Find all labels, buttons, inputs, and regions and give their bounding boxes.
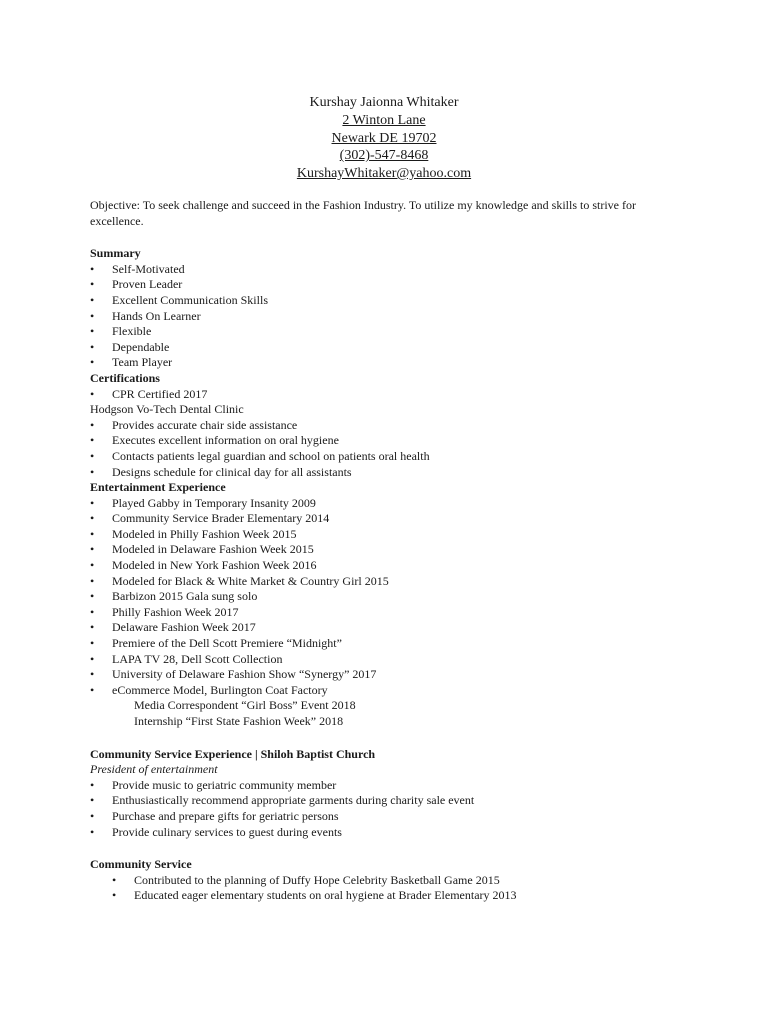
bullet-icon: • — [90, 777, 95, 792]
list-item: • Self-Motivated — [90, 261, 185, 276]
list-item: • Philly Fashion Week 2017 — [90, 604, 239, 619]
bullet-icon: • — [90, 667, 95, 682]
bullet-icon: • — [90, 261, 95, 276]
sub-item: Internship “First State Fashion Week” 2018 — [134, 714, 344, 728]
bullet-icon: • — [90, 542, 95, 557]
list-item: • Proven Leader — [90, 277, 183, 292]
list-item: • Premiere of the Dell Scott Premiere “Midnight” — [90, 636, 342, 651]
bullet-icon: • — [90, 573, 95, 588]
bullet-icon: • — [90, 448, 95, 463]
clinic-list — [90, 418, 690, 480]
bullet-icon: • — [90, 324, 95, 339]
bullet-icon: • — [90, 526, 95, 541]
list-item: • Community Service Brader Elementary 2014 — [90, 511, 330, 526]
list-item: • Designs schedule for clinical day for all assistants — [90, 464, 352, 479]
church-list — [90, 778, 690, 840]
contact-header — [0, 94, 768, 183]
bullet-icon: • — [90, 339, 95, 354]
bullet-icon: • — [90, 558, 95, 573]
bullet-icon: • — [90, 620, 95, 635]
sub-item: Media Correspondent “Girl Boss” Event 2018 — [134, 698, 356, 713]
list-item: • Provide music to geriatric community member — [90, 777, 337, 792]
list-item: • Educated eager elementary students on oral hygiene at Brader Elementary 2013 — [112, 888, 517, 903]
objective-text: Objective: To seek challenge and succeed in the Fashion Industry. To utilize my knowledge and skills to strive for excellence. — [90, 198, 636, 228]
summary-heading: Summary — [90, 246, 141, 261]
bullet-icon: • — [90, 651, 95, 666]
applicant-name: Kurshay Jaionna Whitaker — [309, 95, 459, 110]
list-item: • Enthusiastically recommend appropriate garments during charity sale event — [90, 793, 475, 808]
bullet-icon: • — [90, 292, 95, 307]
list-item: • Modeled in Philly Fashion Week 2015 — [90, 526, 297, 541]
bullet-icon: • — [112, 872, 117, 887]
bullet-icon: • — [90, 604, 95, 619]
community-heading: Community Service — [90, 857, 192, 872]
bullet-icon: • — [90, 386, 95, 401]
summary-list — [90, 262, 690, 371]
list-item: • Purchase and prepare gifts for geriatric persons — [90, 808, 339, 823]
list-item: • eCommerce Model, Burlington Coat Factory — [90, 682, 328, 697]
bullet-icon: • — [112, 888, 117, 903]
street-address: 2 Winton Lane — [342, 112, 426, 128]
bullet-icon: • — [90, 355, 95, 370]
email-link[interactable]: KurshayWhitaker@yahoo.com — [296, 166, 472, 182]
bullet-icon: • — [90, 464, 95, 479]
bullet-icon: • — [90, 808, 95, 823]
list-item: • Modeled for Black & White Market & Country Girl 2015 — [90, 573, 389, 588]
list-item: • Team Player — [90, 355, 173, 370]
list-item: • Barbizon 2015 Gala sung solo — [90, 589, 258, 604]
bullet-icon: • — [90, 824, 95, 839]
bullet-icon: • — [90, 417, 95, 432]
list-item: • Delaware Fashion Week 2017 — [90, 620, 256, 635]
list-item: • CPR Certified 2017 — [90, 386, 208, 401]
list-item: • Provide culinary services to guest during events — [90, 824, 342, 839]
list-item: • Modeled in New York Fashion Week 2016 — [90, 558, 317, 573]
list-item: • Played Gabby in Temporary Insanity 2009 — [90, 495, 316, 510]
bullet-icon: • — [90, 511, 95, 526]
bullet-icon: • — [90, 589, 95, 604]
bullet-icon: • — [90, 433, 95, 448]
city-state-zip: Newark DE 19702 — [331, 130, 437, 146]
list-item: • Dependable — [90, 339, 170, 354]
list-item: • Excellent Communication Skills — [90, 292, 268, 307]
bullet-icon: • — [90, 682, 95, 697]
resume-body — [90, 198, 690, 904]
church-role: President of entertainment — [90, 762, 218, 777]
list-item: • Provides accurate chair side assistance — [90, 417, 298, 432]
list-item: • Modeled in Delaware Fashion Week 2015 — [90, 542, 314, 557]
list-item: • Flexible — [90, 324, 152, 339]
bullet-icon: • — [90, 793, 95, 808]
certifications-heading: Certifications — [90, 370, 160, 385]
list-item: • Executes excellent information on oral hygiene — [90, 433, 339, 448]
clinic-name: Hodgson Vo-Tech Dental Clinic — [90, 402, 244, 417]
church-heading: Community Service Experience | Shiloh Baptist Church — [90, 746, 376, 761]
community-list — [90, 873, 690, 904]
phone-number: (302)-547-8468 — [339, 148, 429, 164]
list-item: • Contacts patients legal guardian and school on patients oral health — [90, 448, 430, 463]
list-item: • Contributed to the planning of Duffy Hope Celebrity Basketball Game 2015 — [112, 872, 500, 887]
list-item: • Hands On Learner — [90, 308, 201, 323]
bullet-icon: • — [90, 308, 95, 323]
certifications-list — [90, 387, 690, 403]
entertainment-list — [90, 496, 690, 699]
entertainment-heading: Entertainment Experience — [90, 480, 226, 495]
bullet-icon: • — [90, 636, 95, 651]
list-item: • University of Delaware Fashion Show “Synergy” 2017 — [90, 667, 377, 682]
bullet-icon: • — [90, 495, 95, 510]
bullet-icon: • — [90, 277, 95, 292]
list-item: • LAPA TV 28, Dell Scott Collection — [90, 651, 283, 666]
